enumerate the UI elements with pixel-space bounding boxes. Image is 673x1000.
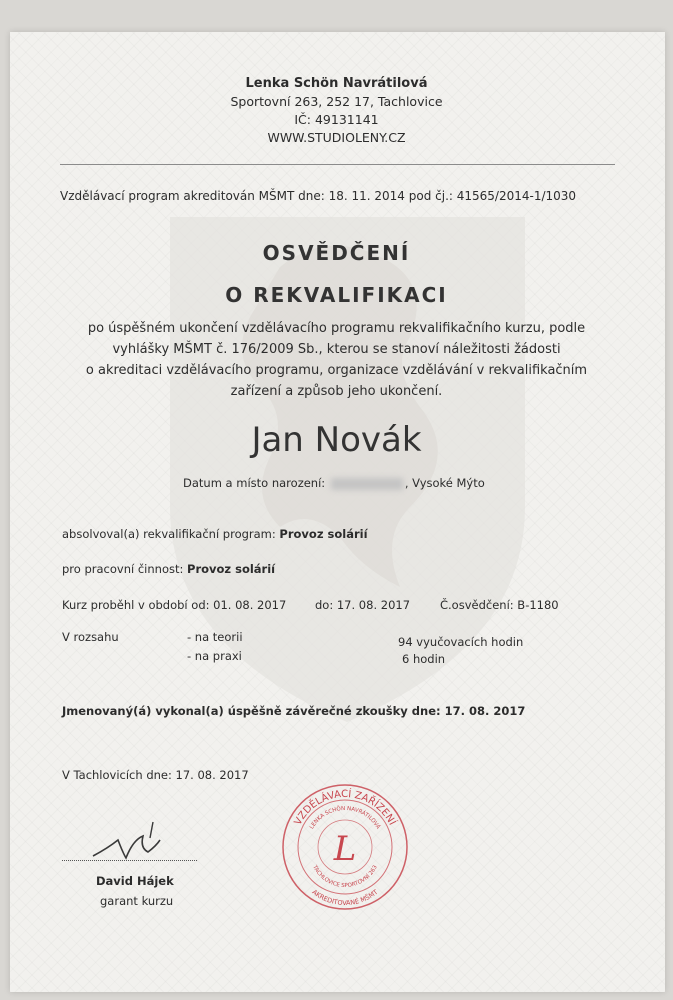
title-line-2: O REKVALIFIKACI	[225, 283, 448, 307]
intro-line: vyhlášky MŠMT č. 176/2009 Sb., kterou se stanoví náležitosti žádosti	[112, 342, 561, 357]
certificate-title	[0, 232, 673, 316]
issuer-ico: IČ: 49131141	[294, 112, 379, 127]
holder-name: Jan Novák	[251, 420, 422, 460]
signature-line	[62, 860, 197, 861]
program-value: Provoz solárií	[279, 527, 368, 541]
place-date: V Tachlovicích dne: 17. 08. 2017	[62, 768, 249, 782]
intro-line: po úspěšném ukončení vzdělávacího programu rekvalifikačního kurzu, podle	[87, 321, 586, 336]
birth-place: , Vysoké Mýto	[404, 476, 485, 490]
header-divider	[60, 164, 615, 165]
issuer-header	[0, 75, 673, 147]
practice-hours: 6 hodin	[402, 652, 446, 666]
scope-label: V rozsahu	[62, 630, 119, 644]
stamp-bottom-text: TACHLOVICE SPORTOVNÍ 263	[311, 864, 379, 890]
issuer-name: Lenka Schön Navrátilová	[245, 76, 428, 91]
title-line-1: OSVĚDČENÍ	[262, 241, 411, 265]
redacted-birth-date	[331, 478, 403, 490]
handwritten-signature	[88, 818, 178, 863]
theory-label: - na teorii	[187, 630, 243, 644]
issuer-web: WWW.STUDIOLENY.CZ	[267, 130, 406, 145]
intro-line: o akreditaci vzdělávacího programu, organizace vzdělávání v rekvalifikačním	[85, 363, 588, 378]
svg-text:LENKA SCHÖN NAVRÁTILOVÁ	[309, 805, 382, 830]
exam-label: Jmenovaný(á) vykonal(a) úspěšně závěrečné zkoušky dne:	[62, 704, 441, 718]
official-stamp	[280, 782, 410, 912]
program-row	[62, 527, 368, 541]
issuer-address: Sportovní 263, 252 17, Tachlovice	[230, 94, 443, 109]
intro-paragraph	[0, 318, 673, 402]
program-label: absolvoval(a) rekvalifikační program:	[62, 527, 276, 541]
period-from: Kurz proběhl v období od: 01. 08. 2017	[62, 598, 287, 612]
activity-value: Provoz solárií	[187, 562, 276, 576]
stamp-footer-text: AKREDITOVANÉ MŠMT	[310, 888, 380, 908]
signatory-name: David Hájek	[96, 874, 174, 888]
birth-label: Datum a místo narození:	[183, 476, 326, 490]
exam-date: 17. 08. 2017	[444, 704, 526, 718]
signatory-role: garant kurzu	[100, 894, 174, 908]
practice-label: - na praxi	[187, 649, 242, 663]
intro-line: zařízení a způsob jeho ukončení.	[230, 384, 443, 399]
activity-row	[62, 562, 275, 576]
stamp-initial: L	[333, 829, 357, 869]
certificate-number: Č.osvědčení: B-1180	[440, 598, 559, 612]
period-to: do: 17. 08. 2017	[315, 598, 411, 612]
theory-hours: 94 vyučovacích hodin	[398, 635, 524, 649]
birth-info	[183, 476, 485, 490]
stamp-top-text: VZDĚLÁVACÍ ZAŘÍZENÍ	[292, 788, 398, 828]
activity-label: pro pracovní činnost:	[62, 562, 184, 576]
stamp-middle-text: LENKA SCHÖN NAVRÁTILOVÁ	[309, 805, 381, 831]
exam-row	[62, 704, 525, 718]
accreditation-line: Vzdělávací program akreditován MŠMT dne: 18. 11. 2014 pod čj.: 41565/2014-1/1030	[60, 189, 577, 203]
